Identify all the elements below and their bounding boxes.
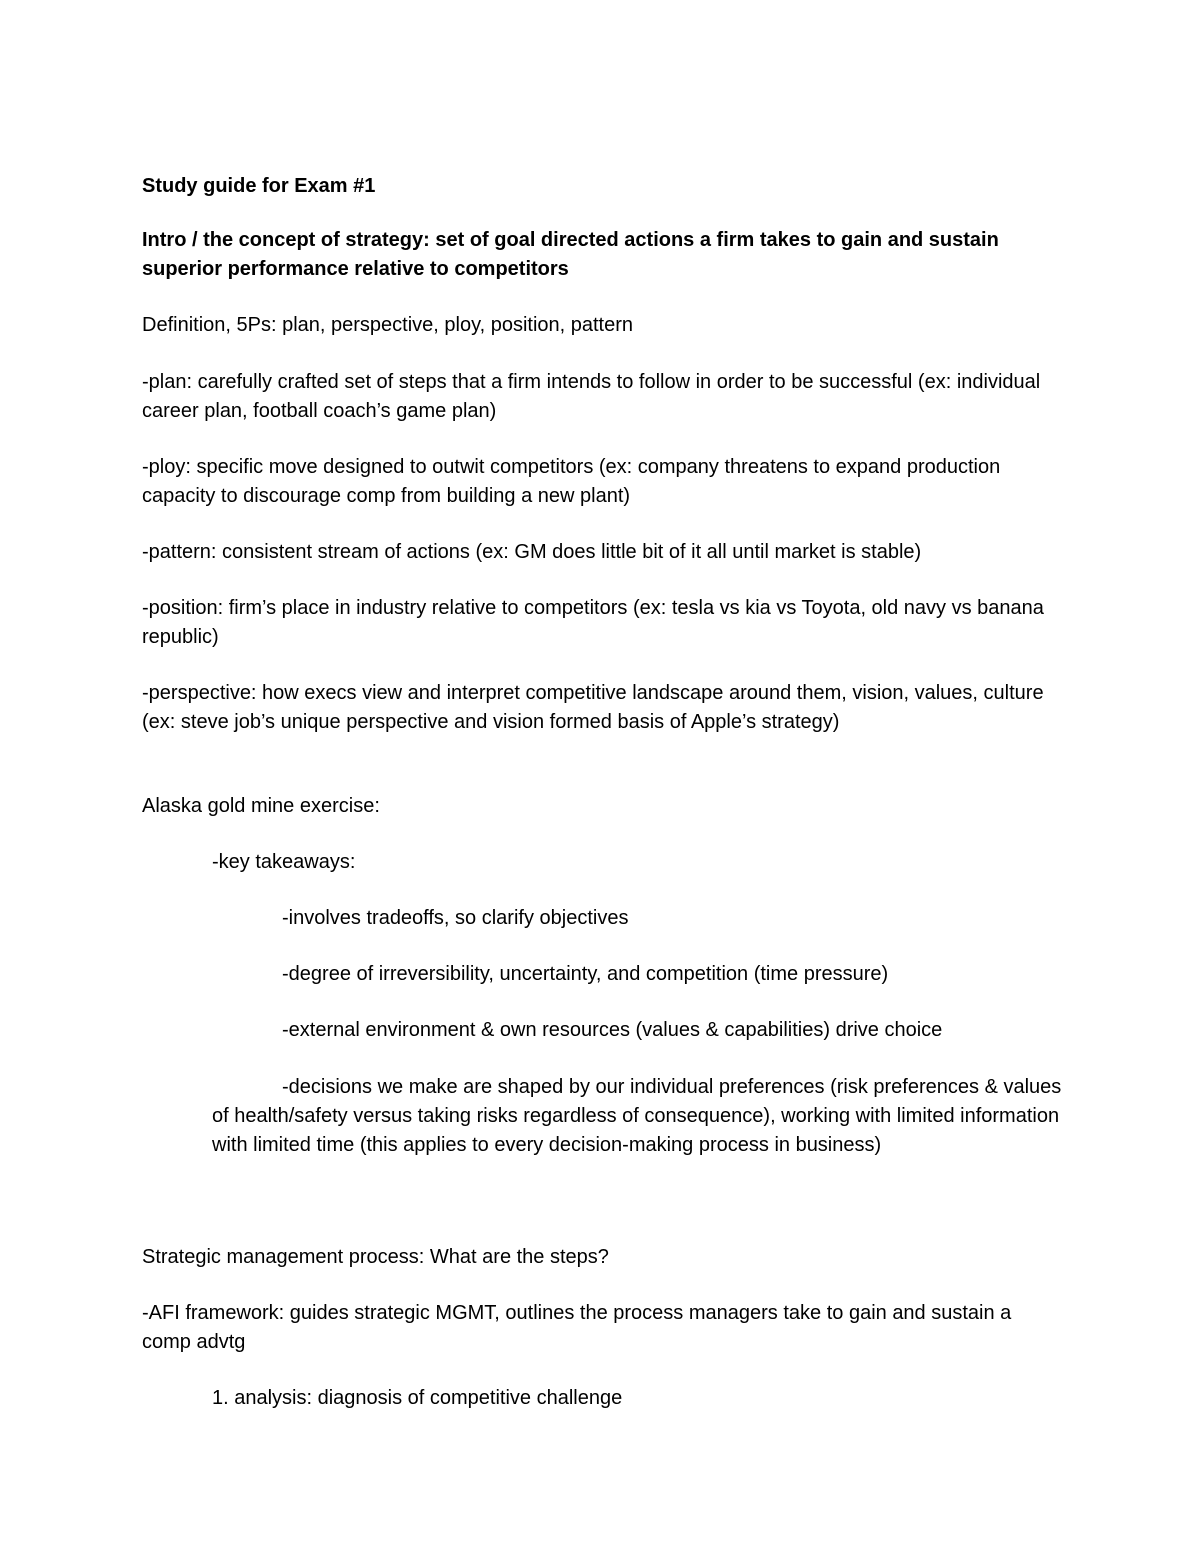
takeaway-item: -degree of irreversibility, uncertainty, and competition (time pressure) — [282, 963, 889, 985]
ploy-paragraph: -ploy: specific move designed to outwit competitors (ex: company threatens to expand production capacity to discourage comp from building a new plant) — [142, 456, 1001, 507]
takeaway-item: -involves tradeoffs, so clarify objectives — [282, 907, 629, 929]
key-takeaways-label: -key takeaways: — [212, 851, 356, 873]
position-paragraph: -position: firm’s place in industry relative to competitors (ex: tesla vs kia vs Toyota, old navy vs banana republic) — [142, 597, 1044, 648]
takeaway-item: -external environment & own resources (values & capabilities) drive choice — [282, 1019, 943, 1041]
afi-paragraph: -AFI framework: guides strategic MGMT, outlines the process managers take to gain and sustain a comp advtg — [142, 1302, 1012, 1353]
takeaway-item: -decisions we make are shaped by our individual preferences (risk preferences & values of health/safety versus taking risks regardless of consequence), working with limited information with limited time (this applies to every decision-making process in business) — [212, 1076, 1062, 1156]
intro-paragraph: Intro / the concept of strategy: set of goal directed actions a firm takes to gain and sustain superior performance relative to competitors — [142, 229, 999, 280]
alaska-heading: Alaska gold mine exercise: — [142, 795, 380, 817]
definition-line: Definition, 5Ps: plan, perspective, ploy, position, pattern — [142, 314, 634, 336]
document-title: Study guide for Exam #1 — [142, 175, 376, 197]
plan-paragraph: -plan: carefully crafted set of steps that a firm intends to follow in order to be successful (ex: individual career plan, football coach’s game plan) — [142, 371, 1041, 422]
smp-heading: Strategic management process: What are the steps? — [142, 1246, 609, 1268]
perspective-paragraph: -perspective: how execs view and interpret competitive landscape around them, vision, values, culture (ex: steve job’s unique perspective and vision formed basis of Apple’s strategy) — [142, 682, 1044, 733]
pattern-paragraph: -pattern: consistent stream of actions (ex: GM does little bit of it all until market is stable) — [142, 541, 922, 563]
step-item: 1. analysis: diagnosis of competitive challenge — [212, 1387, 623, 1409]
